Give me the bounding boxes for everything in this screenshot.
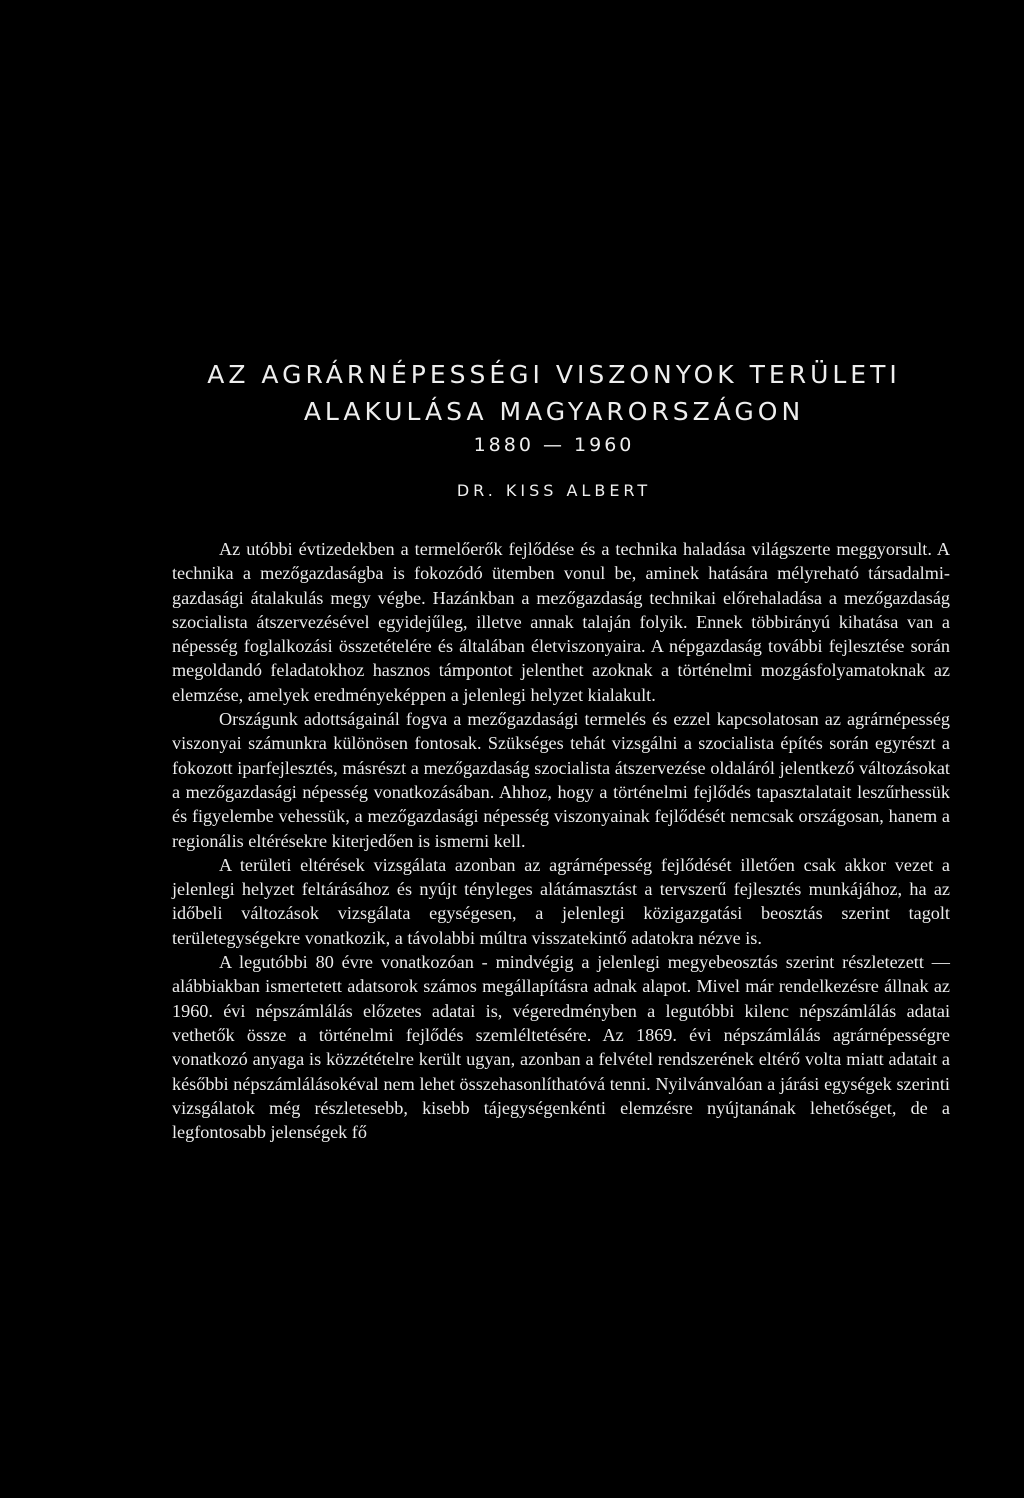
article-years: 1880 — 1960	[473, 434, 635, 456]
paragraph-1: Az utóbbi évtizedekben a termelőerők fejlődése és a technika haladása világszerte meggyorsult. A technika a mezőgazdaságba is fokozódó ütemben vonul be, aminek hatására mélyreható társadalmi-gazdasági átalakulás megy végbe. Hazánkban a mezőgazdaság technikai előrehaladása a mezőgazdaság szocialista átszervezésével egyidejűleg, illetve annak talaján folyik. Ennek többirányú kihatása van a népesség foglalkozási összetételére és általában életviszonyaira. A népgazdaság további fejlesztése során megoldandó feladatokhoz hasznos támpontot jelenthet azoknak a történelmi mozgásfolyamatoknak az elemzése, amelyek eredményeképpen a jelenlegi helyzet kialakult.	[172, 539, 950, 705]
paragraph-4: A legutóbbi 80 évre vonatkozóan - mindvégig a jelenlegi megyebeosztás szerint részletezett — alábbiakban ismertetett adatsorok számos megállapításra adnak alapot. Mivel már rendelkezésre állnak az 1960. évi népszámlálás előzetes adatai is, végeredményben a legutóbbi kilenc népszámlálás adatai vethetők össze a történelmi fejlődés szemléltetésére. Az 1869. évi népszámlálás agrárnépességre vonatkozó anyaga is közzétételre került ugyan, azonban a felvétel rendszerének eltérő volta miatt adatait a későbbi népszámlálásokéval nem lehet összehasonlíthatóvá tenni. Nyilvánvalóan a járási egységek szerinti vizsgálatok még részletesebb, kisebb tájegységenkénti elemzésre nyújtanának lehetőséget, de a legfontosabb jelenségek fő	[172, 952, 950, 1143]
paragraph-2: Országunk adottságainál fogva a mezőgazdasági termelés és ezzel kapcsolatosan az agrárnépesség viszonyai számunkra különösen fontosak. Szükséges tehát vizsgálni a szocialista építés során egyrészt a fokozott iparfejlesztés, másrészt a mezőgazdaság szocialista átszervezése oldaláról jelentkező változásokat a mezőgazdasági népesség vonatkozásában. Ahhoz, hogy a történelmi fejlődés tapasztalatait leszűrhessük és figyelembe vehessük, a mezőgazdasági népesség viszonyainak fejlődését nemcsak országosan, hanem a regionális eltérésekre kiterjedően is ismerni kell.	[172, 709, 950, 851]
article-body	[172, 537, 950, 1144]
article-title-line-1: AZ AGRÁRNÉPESSÉGI VISZONYOK TERÜLETI	[207, 360, 901, 389]
article-title-line-2: ALAKULÁSA MAGYARORSZÁGON	[303, 397, 805, 426]
paragraph-3: A területi eltérések vizsgálata azonban az agrárnépesség fejlődését illetően csak akkor vezet a jelenlegi helyzet feltárásához és nyújt tényleges alátámasztást a tervszerű fejlesztés munkájához, ha az időbeli változások vizsgálata egységesen, a jelenlegi közigazgatási beosztás szerint tagolt területegységekre vonatkozik, a távolabbi múltra visszatekintő adatokra nézve is.	[172, 854, 950, 948]
article-author: DR. KISS ALBERT	[456, 481, 652, 500]
